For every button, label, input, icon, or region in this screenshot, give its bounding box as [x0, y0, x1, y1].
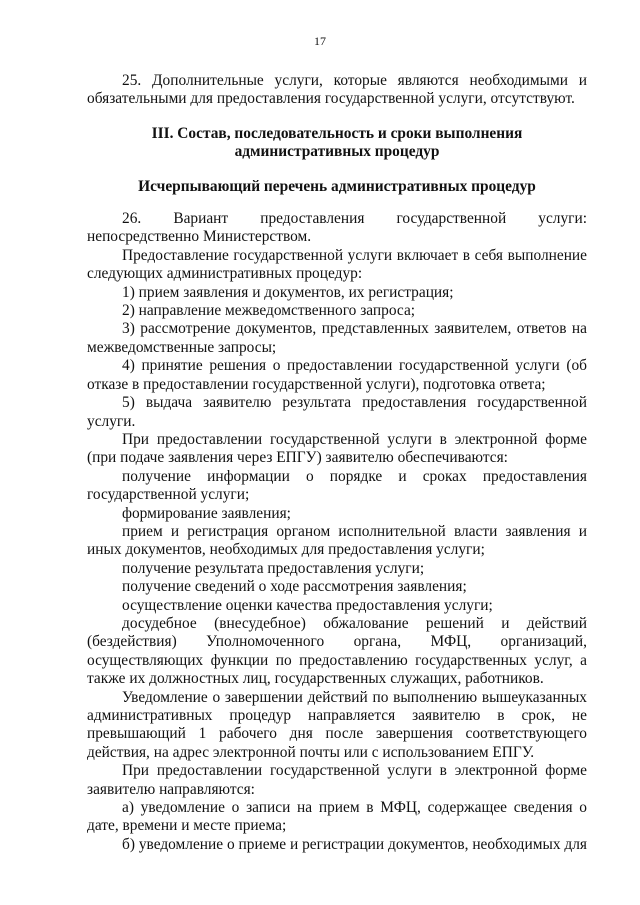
paragraph-procedures-intro: Предоставление государственной услуги включает в себя выполнение следующих административных процедур: [87, 246, 587, 283]
spacer [87, 109, 587, 125]
paragraph-electronic-sent: При предоставлении государственной услуги в электронной форме заявителю направляются: [87, 762, 587, 798]
paragraph-26: 26. Вариант предоставления государственной услуги: непосредственно Министерством. [87, 210, 587, 246]
list-item-electronic-5: получение сведений о ходе рассмотрения заявления; [122, 578, 467, 596]
spacer [87, 162, 587, 178]
document-body [87, 72, 587, 854]
subsection-title: Исчерпывающий перечень административных процедур [138, 177, 536, 195]
paragraph-electronic-form: При предоставлении государственной услуги в электронной форме (при подаче заявления через ЕПГУ) заявителю обеспечиваются: [87, 430, 587, 467]
section-title-line-2: административных процедур [234, 143, 440, 161]
list-item-electronic-3: прием и регистрация органом исполнительной власти заявления и иных документов, необходимых для предоставления услуги; [87, 522, 587, 559]
list-item-notification-b: б) уведомление о приеме и регистрации документов, необходимых для [122, 835, 587, 853]
section-title-line-1: III. Состав, последовательность и сроки выполнения [151, 124, 523, 142]
list-item-electronic-7: досудебное (внесудебное) обжалование решений и действий (бездействия) Уполномоченного органа, МФЦ, организаций, осуществляющих функции по предоставлению государственных услуг, а также их должностных лиц, государственных служащих, работников. [87, 614, 587, 688]
paragraph-notification: Уведомление о завершении действий по выполнению вышеуказанных административных процедур направляется заявителю в срок, не превышающий 1 рабочего дня после завершения соответствующего действия, на адрес электронной почты или с использованием ЕПГУ. [87, 688, 587, 761]
list-item-notification-a: а) уведомление о записи на прием в МФЦ, содержащее сведения о дате, времени и месте приема; [87, 799, 587, 835]
list-item-electronic-4: получение результата предоставления услуги; [122, 559, 425, 577]
list-item-procedure-1: 1) прием заявления и документов, их регистрация; [122, 283, 454, 301]
list-item-electronic-1: получение информации о порядке и сроках предоставления государственной услуги; [87, 467, 587, 504]
list-item-electronic-2: формирование заявления; [122, 504, 291, 522]
page-number: 17 [314, 34, 326, 48]
list-item-procedure-3: 3) рассмотрение документов, представленных заявителем, ответов на межведомственные запросы; [87, 320, 587, 356]
spacer [87, 196, 587, 210]
list-item-procedure-5: 5) выдача заявителю результата предоставления государственной услуги. [87, 394, 587, 430]
list-item-procedure-4: 4) принятие решения о предоставлении государственной услуги (об отказе в предоставлении государственной услуги), подготовка ответа; [87, 357, 587, 393]
list-item-electronic-6: осуществление оценки качества предоставления услуги; [122, 596, 493, 614]
paragraph-25: 25. Дополнительные услуги, которые являются необходимыми и обязательными для предоставления государственной услуги, отсутствуют. [87, 72, 587, 108]
list-item-procedure-2: 2) направление межведомственного запроса; [122, 302, 416, 320]
